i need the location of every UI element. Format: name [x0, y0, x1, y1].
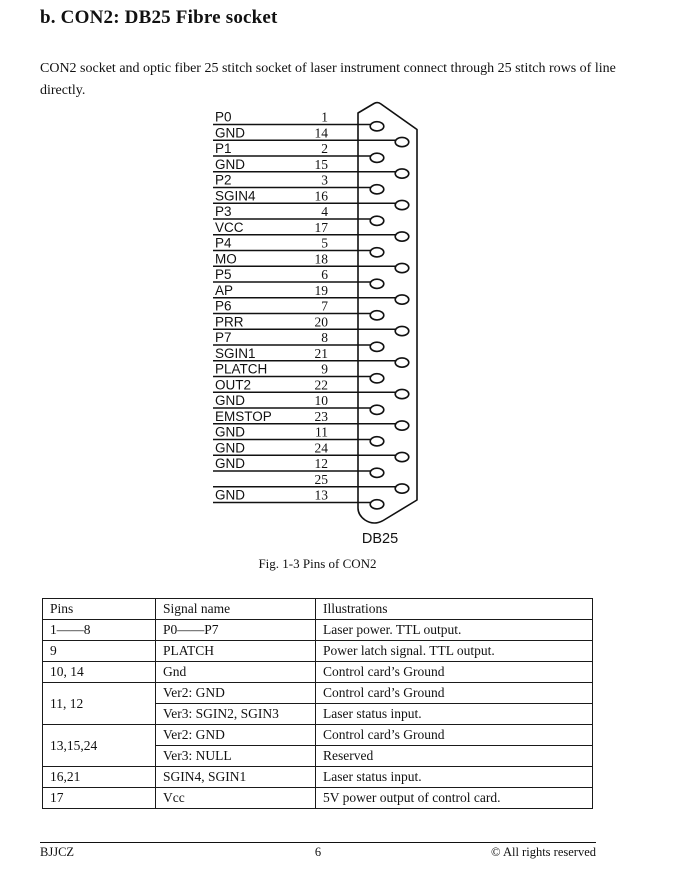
- pin-number-label: 15: [314, 156, 328, 172]
- pin-hole: [370, 153, 384, 162]
- pin-hole: [370, 279, 384, 288]
- intro-paragraph: CON2 socket and optic fiber 25 stitch socket of laser instrument connect through 25 stitch rows of line directly.: [40, 61, 616, 98]
- pin-hole: [370, 500, 384, 509]
- illustration-cell: Laser status input.: [316, 704, 593, 725]
- figure-caption: Fig. 1-3 Pins of CON2: [258, 556, 377, 571]
- pin-number-label: 23: [314, 408, 328, 424]
- pins-cell: 11, 12: [43, 683, 156, 725]
- table-header-row: [43, 599, 593, 620]
- pin-number-label: 22: [314, 377, 328, 393]
- pin-hole: [395, 326, 409, 335]
- connector-label: DB25: [361, 531, 399, 547]
- illustration-cell: Laser status input.: [316, 767, 593, 788]
- pin-hole: [395, 421, 409, 430]
- pin-hole: [370, 405, 384, 414]
- pin-hole: [370, 122, 384, 131]
- db25-pin-figure: [0, 95, 697, 565]
- pin-number-label: 24: [314, 440, 328, 456]
- pin-hole: [395, 484, 409, 493]
- signal-name-cell: Gnd: [156, 662, 316, 683]
- pin-number-label: 20: [314, 314, 328, 330]
- pins-cell: 9: [43, 641, 156, 662]
- table-header-pins: Pins: [43, 599, 156, 620]
- table-header-signal-name: Signal name: [156, 599, 316, 620]
- table-row: [43, 788, 593, 809]
- table-row: [43, 683, 593, 704]
- table-row: [43, 641, 593, 662]
- pins-cell: 17: [43, 788, 156, 809]
- pin-number-label: 10: [314, 393, 328, 408]
- signal-name-label: PLATCH: [215, 361, 268, 377]
- table-row: [43, 725, 593, 746]
- pin-hole: [370, 468, 384, 477]
- signal-name-label: GND: [215, 424, 245, 440]
- signal-name-cell: Ver2: GND: [156, 683, 316, 704]
- pin-hole: [370, 248, 384, 257]
- connector-diagram-svg: [0, 95, 697, 565]
- pin-number-label: 17: [314, 219, 328, 235]
- pin-number-label: 18: [314, 251, 328, 267]
- signal-name-label: P3: [215, 204, 232, 219]
- signal-name-label: P6: [215, 298, 232, 314]
- signal-name-label: P7: [215, 330, 232, 345]
- pin-hole: [370, 374, 384, 383]
- pin-table: [42, 598, 593, 809]
- signal-name-cell: Ver2: GND: [156, 725, 316, 746]
- pin-hole: [395, 452, 409, 461]
- signal-name-label: GND: [215, 393, 245, 408]
- signal-name-label: EMSTOP: [215, 408, 272, 424]
- table-row: [43, 767, 593, 788]
- pins-cell: 10, 14: [43, 662, 156, 683]
- signal-name-cell: Ver3: SGIN2, SGIN3: [156, 704, 316, 725]
- footer-divider: [40, 842, 596, 843]
- page-footer: [40, 845, 596, 860]
- pin-hole: [395, 295, 409, 304]
- illustration-cell: Reserved: [316, 746, 593, 767]
- pin-number-label: 3: [321, 172, 328, 188]
- pin-number-label: 19: [314, 282, 328, 298]
- signal-name-label: P4: [215, 235, 232, 251]
- pin-number-label: 25: [314, 471, 328, 487]
- signal-name-cell: SGIN4, SGIN1: [156, 767, 316, 788]
- illustration-cell: Control card’s Ground: [316, 662, 593, 683]
- pin-number-label: 9: [321, 361, 328, 377]
- illustration-cell: Laser power. TTL output.: [316, 620, 593, 641]
- table-row: [43, 620, 593, 641]
- signal-name-label: SGIN4: [215, 188, 256, 204]
- signal-name-label: PRR: [215, 314, 244, 330]
- pin-number-label: 16: [314, 188, 328, 204]
- pin-number-label: 14: [314, 125, 328, 141]
- signal-name-cell: P0——P7: [156, 620, 316, 641]
- signal-name-label: P0: [215, 109, 232, 125]
- signal-name-cell: Vcc: [156, 788, 316, 809]
- signal-name-label: GND: [215, 440, 245, 456]
- pin-hole: [370, 185, 384, 194]
- pin-hole: [395, 389, 409, 398]
- pin-hole: [395, 200, 409, 209]
- pin-hole: [370, 311, 384, 320]
- pin-number-label: 12: [314, 456, 328, 471]
- pin-number-label: 21: [314, 345, 328, 361]
- pins-cell: 1——8: [43, 620, 156, 641]
- pin-number-label: 6: [321, 267, 328, 282]
- pin-hole: [370, 216, 384, 225]
- signal-name-label: P2: [215, 172, 232, 188]
- section-heading: b. CON2: DB25 Fibre socket: [40, 7, 278, 28]
- footer-page-number: 6: [314, 845, 322, 859]
- illustration-cell: Power latch signal. TTL output.: [316, 641, 593, 662]
- pin-number-label: 5: [321, 235, 328, 251]
- pin-hole: [395, 358, 409, 367]
- pin-number-label: 8: [321, 330, 328, 345]
- pin-number-label: 13: [314, 487, 328, 503]
- signal-name-cell: PLATCH: [156, 641, 316, 662]
- pin-hole: [395, 137, 409, 146]
- pin-hole: [370, 437, 384, 446]
- signal-name-label: GND: [215, 125, 245, 141]
- footer-company: BJJCZ: [40, 845, 75, 859]
- pin-number-label: 7: [321, 298, 328, 314]
- pin-number-label: 1: [321, 109, 328, 125]
- illustration-cell: 5V power output of control card.: [316, 788, 593, 809]
- pins-cell: 13,15,24: [43, 725, 156, 767]
- footer-copyright: © All rights reserved: [491, 845, 596, 859]
- signal-name-label: SGIN1: [215, 345, 256, 361]
- signal-name-label: VCC: [215, 219, 244, 235]
- illustration-cell: Control card’s Ground: [316, 683, 593, 704]
- table-row: [43, 662, 593, 683]
- pin-number-label: 4: [321, 204, 328, 219]
- pin-number-label: 11: [315, 424, 328, 440]
- signal-name-label: GND: [215, 487, 245, 503]
- signal-name-label: P5: [215, 267, 232, 282]
- signal-name-label: AP: [215, 282, 234, 298]
- pin-hole: [395, 232, 409, 241]
- illustration-cell: Control card’s Ground: [316, 725, 593, 746]
- pin-hole: [370, 342, 384, 351]
- pins-cell: 16,21: [43, 767, 156, 788]
- signal-name-label: MO: [215, 251, 237, 267]
- signal-name-label: GND: [215, 456, 245, 471]
- pin-hole: [395, 169, 409, 178]
- signal-name-label: P1: [215, 141, 232, 156]
- table-header-illustrations: Illustrations: [316, 599, 593, 620]
- pin-number-label: 2: [321, 141, 328, 156]
- signal-name-cell: Ver3: NULL: [156, 746, 316, 767]
- pin-hole: [395, 263, 409, 272]
- signal-name-label: OUT2: [215, 377, 252, 393]
- signal-name-label: GND: [215, 156, 245, 172]
